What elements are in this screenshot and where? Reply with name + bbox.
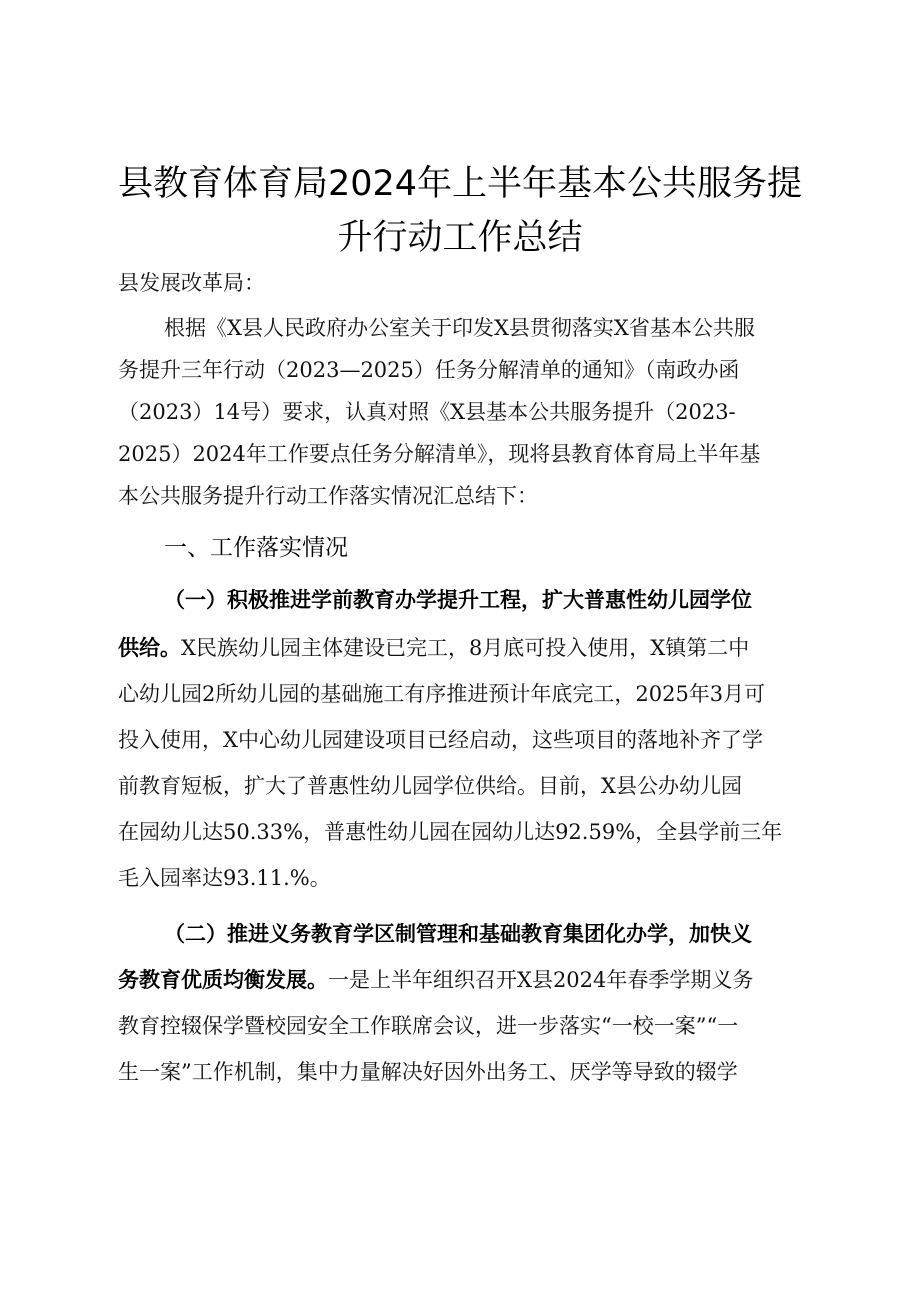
subsection-1-line <box>118 633 808 663</box>
intro-line: 2025）2024年工作要点任务分解清单》，现将县教育体育局上半年基 <box>118 442 761 466</box>
subsection-1-line: 前教育短板，扩大了普惠性幼儿园学位供给。目前，X县公办幼儿园 <box>118 774 742 798</box>
subsection-2-heading-end: 务教育优质均衡发展。 <box>118 967 328 992</box>
document-title-line-2: 升行动工作总结 <box>337 218 583 258</box>
subsection-1-line: 心幼儿园2所幼儿园的基础施工有序推进预计年底完工，2025年3月可 <box>118 682 766 706</box>
subsection-2-line: 生一案”工作机制，集中力量解决好因外出务工、厌学等导致的辍学 <box>118 1060 738 1084</box>
intro-line: 根据《X县人民政府办公室关于印发X县贯彻落实X省基本公共服 <box>164 316 755 340</box>
subsection-1-line: 毛入园率达93.11.%。 <box>118 866 331 890</box>
subsection-1-line: 投入使用，X中心幼儿园建设项目已经启动，这些项目的落地补齐了学 <box>118 728 763 752</box>
intro-line: （2023）14号）要求，认真对照《X县基本公共服务提升（2023- <box>118 400 736 424</box>
addressee: 县发展改革局： <box>118 271 265 295</box>
subsection-1-heading-end: 供给。 <box>118 635 181 660</box>
section-heading: 一、工作落实情况 <box>164 535 348 561</box>
subsection-2-line: 教育控辍保学暨校园安全工作联席会议，进一步落实“一校一案”“一 <box>118 1014 739 1038</box>
subsection-2-text: 一是上半年组织召开X县2024年春季学期义务 <box>328 968 754 992</box>
subsection-1-heading: （一）积极推进学前教育办学提升工程，扩大普惠性幼儿园学位 <box>164 587 752 612</box>
subsection-1-text: X民族幼儿园主体建设已完工，8月底可投入使用，X镇第二中 <box>181 636 750 660</box>
intro-line: 务提升三年行动（2023—2025）任务分解清单的通知》（南政办函 <box>118 358 740 382</box>
document-title-line-1: 县教育体育局2024年上半年基本公共服务提 <box>117 164 803 204</box>
subsection-2-line <box>118 965 808 995</box>
intro-line: 本公共服务提升行动工作落实情况汇总结下： <box>118 484 538 508</box>
subsection-2-heading: （二）推进义务教育学区制管理和基础教育集团化办学，加快义 <box>164 921 752 946</box>
subsection-1-line: 在园幼儿达50.33%，普惠性幼儿园在园幼儿达92.59%，全县学前三年 <box>118 820 783 844</box>
